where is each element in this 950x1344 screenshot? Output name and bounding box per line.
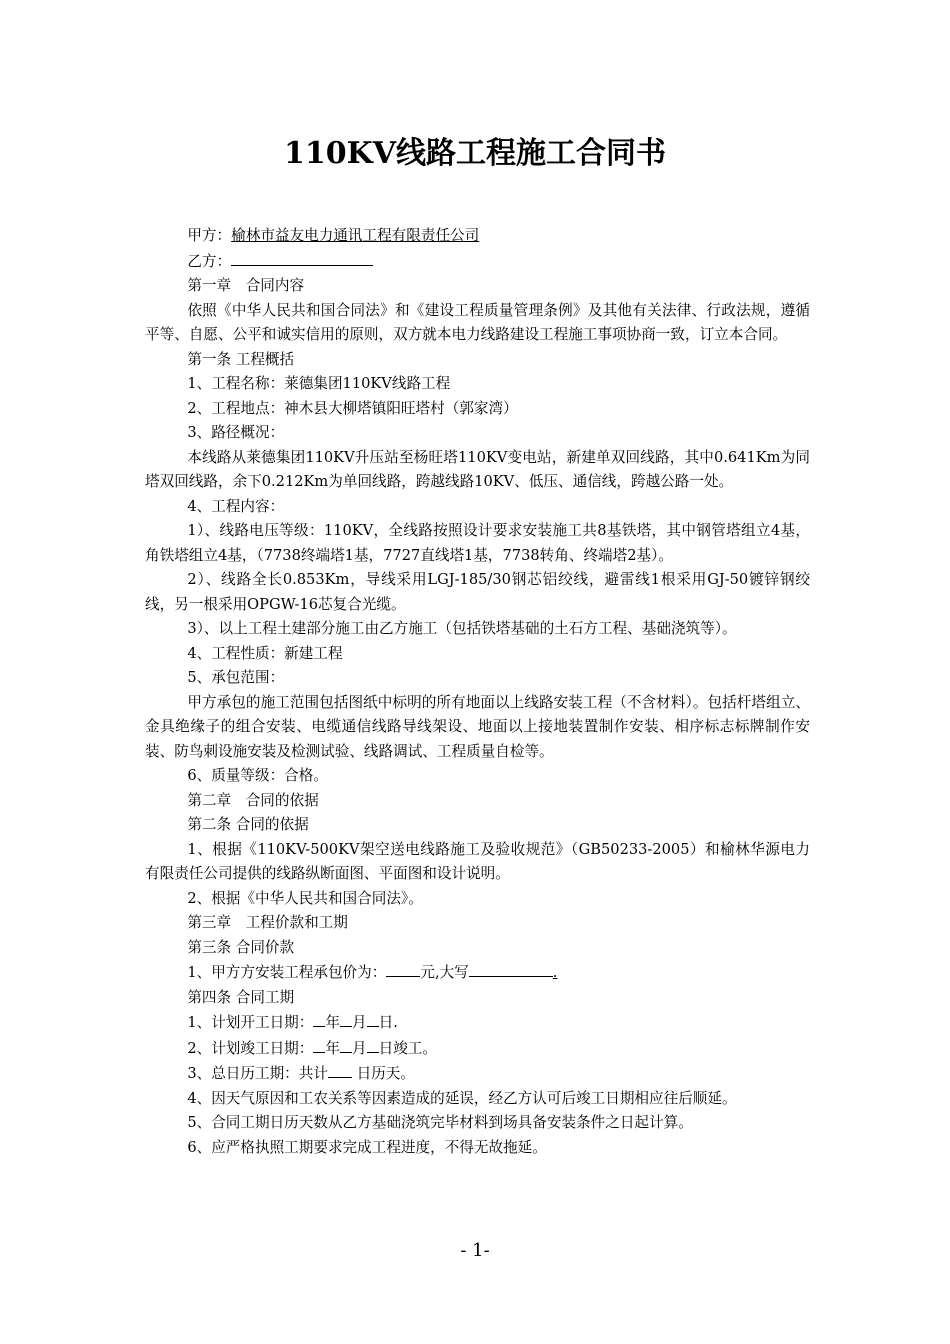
paragraph: 1、工程名称：莱德集团110KV线路工程 [187, 375, 451, 392]
price-end: . [552, 964, 558, 981]
paragraph: 1）、线路电压等级：110KV，全线路按照设计要求安装施工共8基铁塔，其中钢管塔组立4基，角铁塔组立4基，（7738终端塔1基，7727直线塔1基，7738转角、终端塔2基）。 [145, 522, 810, 564]
paragraph: 2、根据《中华人民共和国合同法》。 [187, 889, 423, 907]
paragraph: 第三章 工程价款和工期 [187, 914, 348, 931]
total-days-prefix: 3、总日历工期：共计 [187, 1065, 328, 1082]
price-prefix: 1、甲方方安装工程承包价为： [187, 964, 387, 981]
start-date-prefix: 1、计划开工日期： [187, 1014, 314, 1031]
page-number: - 1- [460, 1240, 490, 1261]
total-days-blank [328, 1061, 352, 1078]
end-year-label: 年 [325, 1039, 340, 1057]
paragraph: 4、工程内容： [187, 497, 285, 515]
paragraph: 第一条 工程概括 [187, 350, 295, 368]
paragraph: 2、工程地点：神木县大柳塔镇阳旺塔村（郭家湾） [187, 399, 518, 417]
paragraph: 第二条 合同的依据 [187, 816, 309, 833]
end-day-blank [367, 1036, 379, 1053]
document-title: 110KV线路工程施工合同书 [284, 136, 666, 171]
document-body [145, 224, 810, 1160]
paragraph: 本线路从莱德集团110KV升压站至杨旺塔110KV变电站，新建单双回线路，其中0.641Km为同塔双回线路，余下0.212Km为单回线路，跨越线路10KV、低压、通信线，跨越公路一处。 [145, 448, 810, 490]
paragraph: 4、工程性质：新建工程 [187, 644, 343, 662]
party-b-label: 乙方： [187, 252, 232, 270]
start-month-label: 月 [351, 1014, 367, 1031]
paragraph: 1、根据《110KV-500KV架空送电线路施工及验收规范》（GB50233-2005）和榆林华源电力有限责任公司提供的线路纵断面图、平面图和设计说明。 [145, 840, 810, 882]
total-days-suffix: 日历天。 [351, 1065, 415, 1082]
paragraph: 依照《中华人民共和国合同法》和《建设工程质量管理条例》及其他有关法律、行政法规，遵循平等、自愿、公平和诚实信用的原则，双方就本电力线路建设工程施工事项协商一致，订立本合同。 [145, 301, 810, 343]
paragraph: 4、因天气原因和工农关系等因素造成的延误，经乙方认可后竣工日期相应往后顺延。 [187, 1089, 737, 1107]
end-month-blank [340, 1036, 352, 1053]
paragraph: 6、质量等级：合格。 [187, 767, 328, 784]
party-b-blank [231, 249, 373, 266]
price-words-blank [469, 960, 553, 977]
start-month-blank [340, 1010, 352, 1027]
start-year-blank [313, 1010, 325, 1027]
paragraph: 3、路径概况： [187, 424, 285, 441]
paragraph: 5、合同工期日历天数从乙方基础浇筑完毕材料到场具备安装条件之日起计算。 [187, 1114, 693, 1131]
end-date-prefix: 2、计划竣工日期： [187, 1039, 314, 1057]
paragraph: 第二章 合同的依据 [187, 791, 319, 809]
end-year-blank [313, 1036, 325, 1053]
price-line [145, 960, 810, 986]
paragraph: 6、应严格执照工期要求完成工程进度，不得无故拖延。 [187, 1138, 547, 1156]
party-a-line [145, 224, 810, 249]
end-date-line [145, 1036, 810, 1062]
party-b-line [145, 249, 810, 275]
start-day-label: 日. [378, 1014, 398, 1031]
period-heading: 第四条 合同工期 [187, 988, 295, 1006]
start-year-label: 年 [325, 1014, 340, 1031]
paragraph: 第三条 合同价款 [187, 938, 295, 956]
paragraph: 5、承包范围： [187, 669, 285, 686]
paragraph: 3）、以上工程土建部分施工由乙方施工（包括铁塔基础的土石方工程、基础浇筑等）。 [187, 620, 737, 637]
start-day-blank [367, 1010, 379, 1027]
paragraph: 甲方承包的施工范围包括图纸中标明的所有地面以上线路安装工程（不含材料）。包括杆塔组立、金具绝缘子的组合安装、电缆通信线路导线架设、地面以上接地装置制作安装、相序标志标牌制作安装、防鸟刺设施安装及检测试验、线路调试、工程质量自检等。 [145, 693, 810, 760]
end-month-label: 月 [351, 1039, 367, 1057]
price-number-blank [386, 960, 420, 977]
paragraph: 2）、线路全长0.853Km，导线采用LGJ-185/30钢芯铝绞线，避雷线1根采用GJ-50镀锌钢绞线，另一根采用OPGW-16芯复合光缆。 [145, 571, 810, 613]
total-days-line [145, 1061, 810, 1087]
start-date-line [145, 1010, 810, 1036]
price-mid: 元,大写 [420, 964, 469, 981]
party-a-label: 甲方： [187, 227, 232, 244]
paragraph: 第一章 合同内容 [187, 277, 305, 294]
party-a-name: 榆林市益友电力通讯工程有限责任公司 [231, 227, 480, 244]
end-day-label: 日竣工。 [378, 1039, 437, 1057]
